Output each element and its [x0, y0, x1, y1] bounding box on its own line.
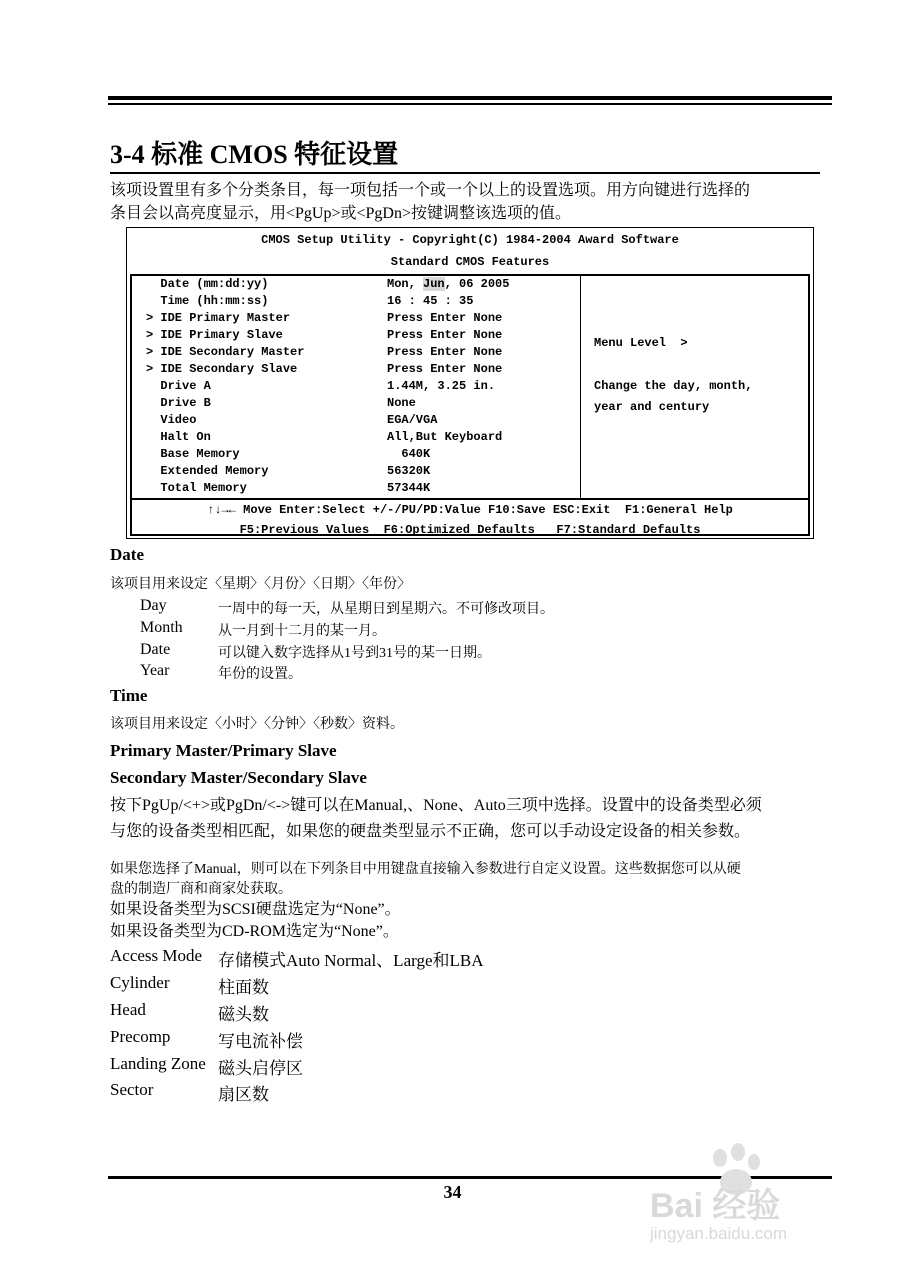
date-value-month: 从一月到十二月的某一月。: [218, 624, 386, 639]
bios-row-label: Base Memory: [146, 447, 240, 461]
bios-row-ide-secondary-slave[interactable]: [132, 362, 580, 379]
date-key-date: Date: [140, 641, 171, 658]
bios-panel: [130, 274, 810, 536]
bios-row-value[interactable]: None: [387, 396, 416, 410]
date-value-day: 一周中的每一天，从星期日到星期六。不可修改项目。: [218, 602, 554, 617]
drives-para-2-line-1: 如果您选择了Manual，则可以在下列条目中用键盘直接输入参数进行自定义设置。这些数据您可以从硬: [110, 862, 741, 877]
bios-row-label: Extended Memory: [146, 464, 269, 478]
date-key-month: Month: [140, 619, 183, 636]
key-legend-line-1: ↑↓→← Move Enter:Select +/-/PU/PD:Value F10:Save ESC:Exit F1:General Help: [207, 503, 733, 517]
drives-para-1-line-1: 按下PgUp/<+>或PgDn/<->键可以在Manual,、None、Auto三项中选择。设置中的设备类型必须: [110, 797, 762, 814]
key-legend-line-2: F5:Previous Values F6:Optimized Defaults F7:Standard Defaults: [239, 523, 701, 537]
intro-line-2: 条目会以高亮度显示，用<PgUp>或<PgDn>按键调整该选项的值。: [110, 205, 572, 222]
bios-row-value[interactable]: 1.44M, 3.25 in.: [387, 379, 496, 393]
help-text-line-1: Change the day, month,: [594, 379, 753, 393]
bios-row-date[interactable]: [132, 277, 580, 294]
bios-row-value[interactable]: All,But Keyboard: [387, 430, 503, 444]
param-key-access-mode: Access Mode: [110, 946, 203, 965]
bios-row-value: 57344K: [387, 481, 431, 495]
date-value-year: 年份的设置。: [218, 667, 302, 682]
top-rule-thick: [108, 96, 832, 100]
bios-row-value[interactable]: Press Enter None: [387, 362, 503, 376]
bios-row-ide-primary-slave[interactable]: [132, 328, 580, 345]
date-day-year: , 06 2005: [444, 277, 510, 291]
date-key-year: Year: [140, 662, 170, 679]
bios-row-label: Drive A: [146, 379, 211, 393]
drives-para-cdrom: 如果设备类型为CD-ROM选定为“None”。: [110, 923, 399, 940]
bios-row-ide-primary-master[interactable]: [132, 311, 580, 328]
page-number: 34: [443, 1182, 462, 1202]
top-rule-thin: [108, 103, 832, 105]
bios-row-label: > IDE Secondary Slave: [146, 362, 298, 376]
bios-screen: [126, 227, 814, 539]
watermark-url: jingyan.baidu.com: [650, 1224, 788, 1243]
bios-header-title: CMOS Setup Utility - Copyright(C) 1984-2004 Award Software: [261, 233, 679, 247]
bios-row-label: Video: [146, 413, 197, 427]
param-value-precomp: 写电流补偿: [218, 1032, 303, 1051]
bios-row-label: Time (hh:mm:ss): [146, 294, 269, 308]
date-weekday: Mon,: [387, 277, 424, 291]
drives-para-2-line-2: 盘的制造厂商和商家处获取。: [110, 882, 292, 897]
bios-row-value[interactable]: Press Enter None: [387, 345, 503, 359]
bios-row-drive-a[interactable]: [132, 379, 580, 396]
date-month-highlight[interactable]: Jun: [423, 277, 445, 291]
bios-key-legend: [132, 498, 808, 536]
secondary-heading: Secondary Master/Secondary Slave: [110, 768, 367, 787]
watermark-logo: Bai 经验: [650, 1187, 781, 1225]
date-value-date: 可以键入数字选择从1号到31号的某一日期。: [218, 646, 491, 661]
section-title: 3-4 标准 CMOS 特征设置: [110, 138, 820, 174]
param-value-head: 磁头数: [218, 1005, 269, 1024]
time-description: 该项目用来设定〈小时〉〈分钟〉〈秒数〉资料。: [110, 717, 404, 732]
primary-heading: Primary Master/Primary Slave: [110, 741, 337, 760]
bios-row-ide-secondary-master[interactable]: [132, 345, 580, 362]
bios-row-video[interactable]: [132, 413, 580, 430]
param-value-sector: 扇区数: [218, 1085, 269, 1104]
bios-row-value[interactable]: Press Enter None: [387, 311, 503, 325]
bios-row-label: > IDE Primary Slave: [146, 328, 283, 342]
bios-header: [127, 228, 813, 272]
drives-para-scsi: 如果设备类型为SCSI硬盘选定为“None”。: [110, 901, 401, 918]
bios-row-label: Halt On: [146, 430, 211, 444]
bios-row-label: > IDE Secondary Master: [146, 345, 305, 359]
bios-row-total-memory: [132, 481, 580, 498]
date-key-day: Day: [140, 597, 167, 614]
param-value-cylinder: 柱面数: [218, 978, 269, 997]
bios-row-value: 640K: [387, 447, 431, 461]
param-key-precomp: Precomp: [110, 1027, 171, 1046]
bios-row-drive-b[interactable]: [132, 396, 580, 413]
param-key-sector: Sector: [110, 1080, 154, 1099]
bios-row-value[interactable]: [387, 277, 509, 291]
bios-row-halt-on[interactable]: [132, 430, 580, 447]
param-key-cylinder: Cylinder: [110, 973, 170, 992]
drives-para-1-line-2: 与您的设备类型相匹配，如果您的硬盘类型显示不正确，您可以手动设定设备的相关参数。: [110, 823, 751, 840]
time-heading: Time: [110, 686, 148, 705]
help-text-line-2: year and century: [594, 400, 710, 414]
bios-header-subtitle: Standard CMOS Features: [390, 255, 550, 269]
intro-line-1: 该项设置里有多个分类条目，每一项包括一个或一个以上的设置选项。用方向键进行选择的: [110, 182, 751, 199]
bios-row-value[interactable]: 16 : 45 : 35: [387, 294, 474, 308]
date-description: 该项目用来设定〈星期〉〈月份〉〈日期〉〈年份〉: [110, 577, 411, 592]
bios-row-label: Total Memory: [146, 481, 247, 495]
bios-row-time[interactable]: [132, 294, 580, 311]
date-heading: Date: [110, 545, 144, 564]
param-value-access-mode: 存储模式Auto Normal、Large和LBA: [218, 951, 484, 970]
bios-row-value[interactable]: EGA/VGA: [387, 413, 438, 427]
param-value-landing-zone: 磁头启停区: [218, 1059, 303, 1078]
bios-row-value: 56320K: [387, 464, 431, 478]
param-key-head: Head: [110, 1000, 146, 1019]
param-key-landing-zone: Landing Zone: [110, 1054, 206, 1073]
bios-row-label: Drive B: [146, 396, 211, 410]
bios-row-value[interactable]: Press Enter None: [387, 328, 503, 342]
bios-row-label: > IDE Primary Master: [146, 311, 291, 325]
bios-row-extended-memory: [132, 464, 580, 481]
bios-row-base-memory: [132, 447, 580, 464]
bios-row-label: Date (mm:dd:yy): [146, 277, 269, 291]
help-menu-level: Menu Level >: [594, 336, 688, 350]
bios-settings-list: [132, 276, 581, 498]
